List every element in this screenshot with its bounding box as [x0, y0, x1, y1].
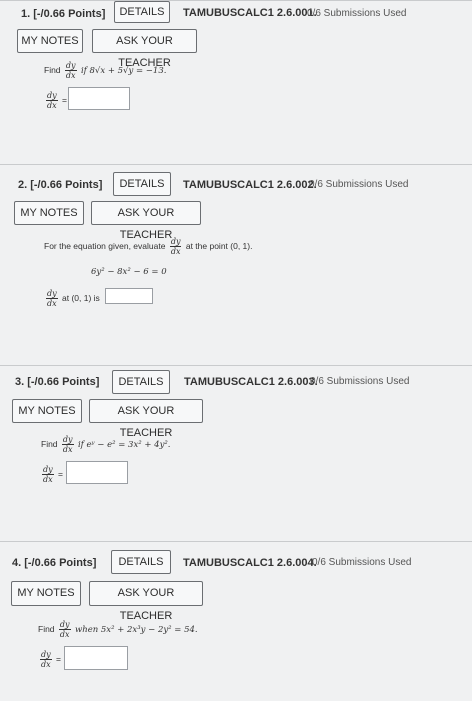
- submissions-used: 0/6 Submissions Used: [307, 8, 407, 19]
- submissions-used: 0/6 Submissions Used: [310, 376, 410, 387]
- problem-code: TAMUBUSCALC1 2.6.001.: [183, 7, 317, 19]
- derivative-fraction: $\frac{dy}{dx}$: [170, 237, 181, 256]
- problem-header: [0, 1, 472, 27]
- ask-teacher-button[interactable]: ASK YOUR TEACHER: [92, 29, 197, 53]
- my-notes-button[interactable]: MY NOTES: [17, 29, 83, 53]
- problem-1: [0, 0, 472, 164]
- submissions-used: 0/6 Submissions Used: [312, 557, 412, 568]
- question-text: Find $\frac{dy}{dx}$ when 5x² + 2x³y − 2y² = 54.: [38, 620, 198, 639]
- ask-teacher-button[interactable]: ASK YOUR TEACHER: [89, 399, 203, 423]
- details-button[interactable]: DETAILS: [113, 172, 171, 196]
- details-button[interactable]: DETAILS: [114, 1, 170, 23]
- problem-code: TAMUBUSCALC1 2.6.004.: [183, 557, 317, 569]
- answer-label: $\frac{dy}{dx}$ =: [41, 650, 61, 669]
- ask-teacher-button[interactable]: ASK YOUR TEACHER: [91, 201, 201, 225]
- question-text: Find $\frac{dy}{dx}$ if 8√x + 5√y = −13.: [44, 61, 167, 80]
- answer-label: $\frac{dy}{dx}$ =: [47, 91, 67, 110]
- ask-teacher-button[interactable]: ASK YOUR TEACHER: [89, 581, 203, 606]
- details-button[interactable]: DETAILS: [111, 550, 171, 574]
- problem-points: 1. [-/0.66 Points]: [21, 8, 106, 20]
- problem-3: [0, 365, 472, 541]
- my-notes-button[interactable]: MY NOTES: [12, 399, 82, 423]
- problem-2: [0, 164, 472, 365]
- problem-code: TAMUBUSCALC1 2.6.003.: [184, 376, 318, 388]
- derivative-fraction: $\frac{dy}{dx}$: [59, 620, 70, 639]
- answer-input[interactable]: [68, 87, 130, 110]
- problem-header: [0, 165, 472, 191]
- my-notes-button[interactable]: MY NOTES: [11, 581, 81, 606]
- answer-input[interactable]: [105, 288, 153, 304]
- details-button[interactable]: DETAILS: [112, 370, 170, 394]
- question-text: Find $\frac{dy}{dx}$ if eʸ − e² = 3x² + 4y².: [41, 435, 171, 454]
- problem-points: 2. [-/0.66 Points]: [18, 179, 103, 191]
- problem-header: [0, 366, 472, 392]
- problem-header: [0, 542, 472, 568]
- question-text: For the equation given, evaluate $\frac{dy}{dx}$ at the point (0, 1).: [44, 237, 253, 256]
- problem-points: 4. [-/0.66 Points]: [12, 557, 97, 569]
- answer-input[interactable]: [64, 646, 128, 670]
- derivative-fraction: $\frac{dy}{dx}$: [62, 435, 73, 454]
- my-notes-button[interactable]: MY NOTES: [14, 201, 84, 225]
- answer-input[interactable]: [66, 461, 128, 484]
- derivative-fraction: $\frac{dy}{dx}$: [65, 61, 76, 80]
- problem-code: TAMUBUSCALC1 2.6.002.: [183, 179, 317, 191]
- problem-4: [0, 541, 472, 701]
- answer-label: $\frac{dy}{dx}$ at (0, 1) is: [47, 289, 100, 308]
- given-equation: 6y² − 8x² − 6 = 0: [91, 267, 167, 277]
- problem-points: 3. [-/0.66 Points]: [15, 376, 100, 388]
- answer-label: $\frac{dy}{dx}$ =: [43, 465, 63, 484]
- submissions-used: 0/6 Submissions Used: [309, 179, 409, 190]
